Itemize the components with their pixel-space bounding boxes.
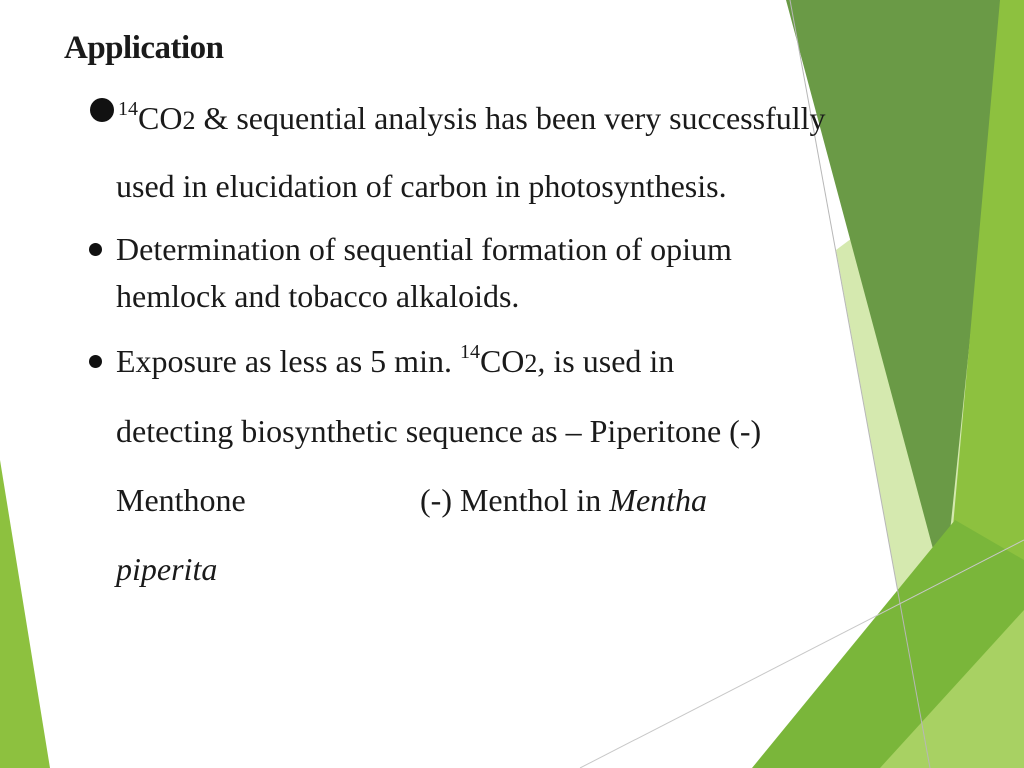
isotope-superscript: 14 xyxy=(118,98,138,120)
bullet-1-line-1: $^{14}$CO2 & sequential analysis has been very successfully xyxy=(118,98,826,136)
bullet-3-line-3a: Menthone xyxy=(116,482,246,518)
bullet-dot xyxy=(89,355,102,368)
bullet-dot xyxy=(89,243,102,256)
bullet-3-line-4: piperita xyxy=(116,551,218,587)
bullet-dot-large xyxy=(90,98,114,122)
bullet-3-line-1: Exposure as less as 5 min. $^{14}$CO2, is used in xyxy=(116,341,675,379)
bullet-1-line-2: used in elucidation of carbon in photosynthesis. xyxy=(116,168,727,204)
slide-title: Application xyxy=(64,30,224,66)
bullet-2-line-2: hemlock and tobacco alkaloids. xyxy=(116,278,520,314)
bullet-2-line-1: Determination of sequential formation of opium xyxy=(116,231,732,267)
left-green-triangle xyxy=(0,460,50,768)
bullet-3-line-2: detecting biosynthetic sequence as – Piperitone (-) xyxy=(116,413,762,449)
bullet-3-line-3b: (-) Menthol in Mentha xyxy=(420,482,708,518)
